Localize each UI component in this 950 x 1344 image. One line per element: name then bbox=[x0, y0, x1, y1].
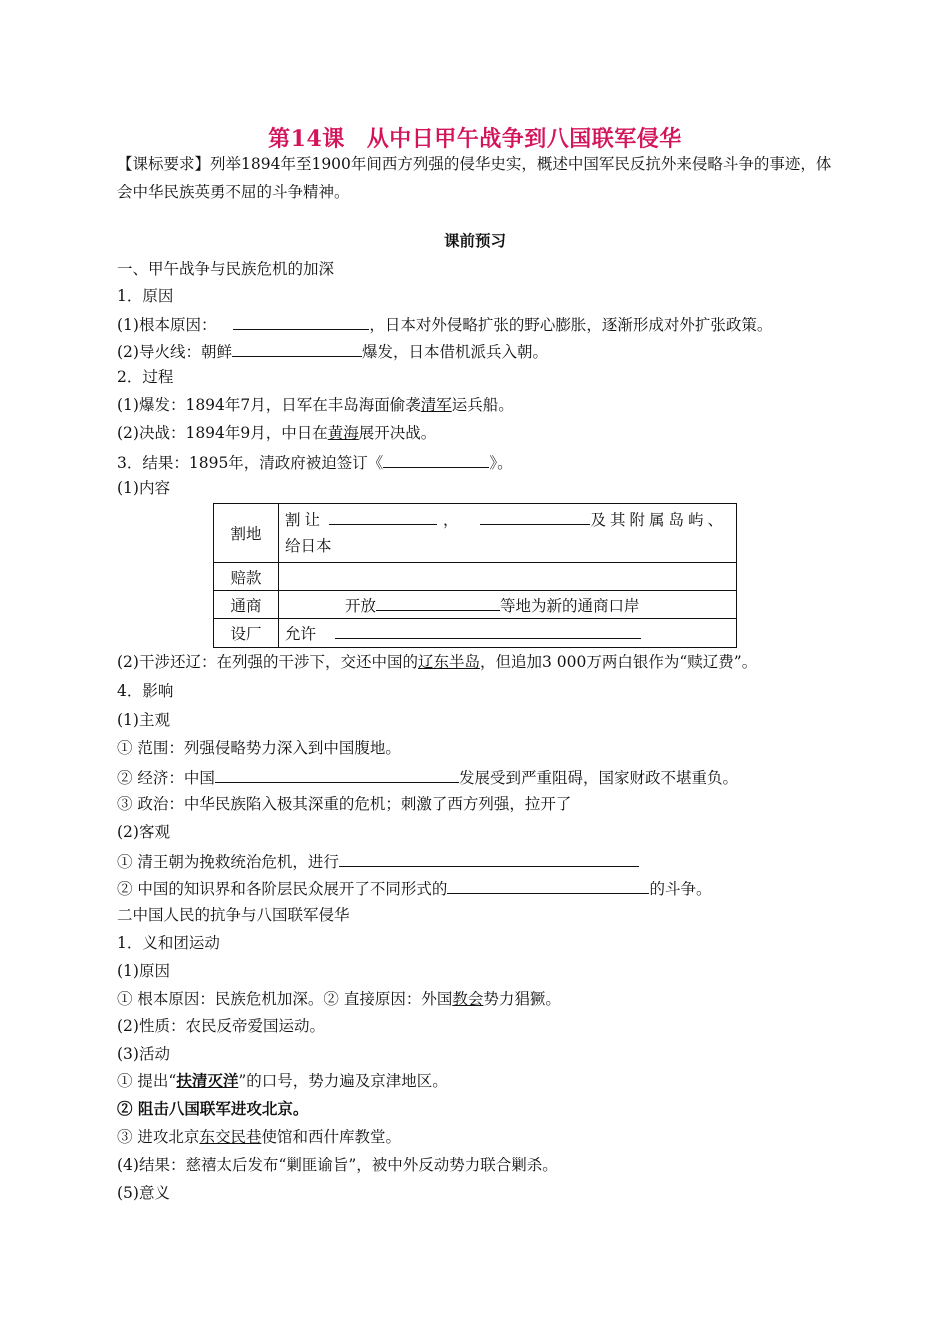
answer-blank[interactable] bbox=[233, 313, 369, 330]
content-label: (1)内容 bbox=[117, 479, 170, 497]
qing-reform-line: ① 清王朝为挽救统治危机，进行 bbox=[117, 850, 639, 872]
block-line: ② 阻击八国联军进攻北京。 bbox=[117, 1099, 309, 1118]
boxer-result-line: (4)结果：慈禧太后发布“剿匪谕旨”，被中外反动势力联合剿杀。 bbox=[117, 1156, 558, 1174]
answer-blank[interactable] bbox=[480, 508, 590, 525]
boxer-nature-line: (2)性质：农民反帝爱国运动。 bbox=[117, 1017, 325, 1035]
factory-label: 设厂 bbox=[214, 619, 279, 648]
part2-heading: 二中国人民的抗争与八国联军侵华 bbox=[117, 906, 350, 924]
lesson-title bbox=[0, 122, 950, 153]
objective-heading: (2)客观 bbox=[117, 823, 170, 841]
answer-blank[interactable] bbox=[215, 766, 459, 783]
cede-cell: 割让 ， 及其附属岛屿、 给日本 bbox=[279, 504, 737, 563]
scope-line: ① 范围：列强侵略势力深入到中国腹地。 bbox=[117, 739, 401, 757]
retrocession-line: (2)干涉还辽：在列强的干涉下，交还中国的辽东半岛，但追加3 000万两白银作为“赎辽费”。 bbox=[117, 653, 758, 671]
trade-label: 通商 bbox=[214, 591, 279, 619]
root-cause-line: (1)根本原因： ，日本对外侵略扩张的野心膨胀，逐渐形成对外扩张政策。 bbox=[117, 313, 772, 335]
attack-line: ③ 进攻北京东交民巷使馆和西什库教堂。 bbox=[117, 1128, 401, 1146]
boxer-meaning-heading: (5)意义 bbox=[117, 1184, 170, 1202]
answer-blank[interactable] bbox=[339, 850, 639, 867]
treaty-blank[interactable] bbox=[383, 451, 489, 468]
section-heading: 课前预习 bbox=[443, 231, 506, 250]
economy-line: ② 经济：中国 发展受到严重阻碍，国家财政不堪重负。 bbox=[117, 766, 738, 788]
battle-line: (2)决战：1894年9月，中日在黄海展开决战。 bbox=[117, 424, 437, 442]
table-row bbox=[214, 563, 737, 591]
lesson-topic: 从中日甲午战争到八国联军侵华 bbox=[366, 126, 682, 152]
table-row bbox=[214, 504, 737, 563]
answer-blank[interactable] bbox=[329, 508, 437, 525]
cede-label: 割地 bbox=[214, 504, 279, 563]
boxer-cause-line: ① 根本原因：民族危机加深。② 直接原因：外国教会势力猖獗。 bbox=[117, 990, 561, 1008]
curriculum-requirement bbox=[117, 150, 832, 206]
intellectual-line: ② 中国的知识界和各阶层民众展开了不同形式的 的斗争。 bbox=[117, 877, 711, 899]
requirement-label: 【课标要求】 bbox=[117, 155, 211, 173]
subjective-heading: (1)主观 bbox=[117, 711, 170, 729]
table-row bbox=[214, 619, 737, 648]
part1-heading: 一、甲午战争与民族危机的加深 bbox=[117, 260, 335, 278]
result-heading: 3．结果：1895年，清政府被迫签订《 》。 bbox=[117, 451, 513, 473]
slogan-term: 扶清灭洋 bbox=[176, 1071, 239, 1090]
lesson-number: 第14课 bbox=[268, 126, 345, 152]
answer-blank[interactable] bbox=[232, 340, 362, 357]
boxer-activity-heading: (3)活动 bbox=[117, 1045, 170, 1063]
trade-cell: 开放 等地为新的通商口岸 bbox=[279, 591, 737, 619]
treaty-content-table bbox=[213, 503, 737, 648]
answer-blank[interactable] bbox=[335, 622, 641, 639]
fuse-line: (2)导火线：朝鲜 爆发，日本借机派兵入朝。 bbox=[117, 340, 548, 362]
slogan-line: ① 提出“扶清灭洋”的口号，势力遍及京津地区。 bbox=[117, 1071, 448, 1090]
answer-blank[interactable] bbox=[447, 877, 649, 894]
answer-blank[interactable] bbox=[376, 594, 500, 611]
indemnity-label: 赔款 bbox=[214, 563, 279, 591]
underlined-term: 东交民巷 bbox=[199, 1128, 262, 1146]
underlined-term: 黄海 bbox=[327, 424, 359, 442]
politics-line: ③ 政治：中华民族陷入极其深重的危机；刺激了西方列强，拉开了 bbox=[117, 795, 572, 813]
outbreak-line: (1)爆发：1894年7月，日军在丰岛海面偷袭清军运兵船。 bbox=[117, 396, 514, 414]
requirement-text: 列举1894年至1900年间西方列强的侵华史实，概述中国军民反抗外来侵略斗争的事迹，体会中华民族英勇不屈的斗争精神。 bbox=[117, 155, 832, 201]
underlined-term: 辽东半岛 bbox=[417, 653, 480, 671]
impact-heading: 4．影响 bbox=[117, 682, 174, 700]
boxer-heading: 1．义和团运动 bbox=[117, 934, 220, 952]
cause-heading: 1．原因 bbox=[117, 287, 174, 305]
underlined-term: 教会 bbox=[452, 990, 484, 1008]
boxer-cause-heading: (1)原因 bbox=[117, 962, 170, 980]
factory-cell: 允许 bbox=[279, 619, 737, 648]
table-row bbox=[214, 591, 737, 619]
underlined-term: 清军 bbox=[420, 396, 452, 414]
process-heading: 2．过程 bbox=[117, 368, 174, 386]
indemnity-cell[interactable] bbox=[279, 563, 737, 591]
